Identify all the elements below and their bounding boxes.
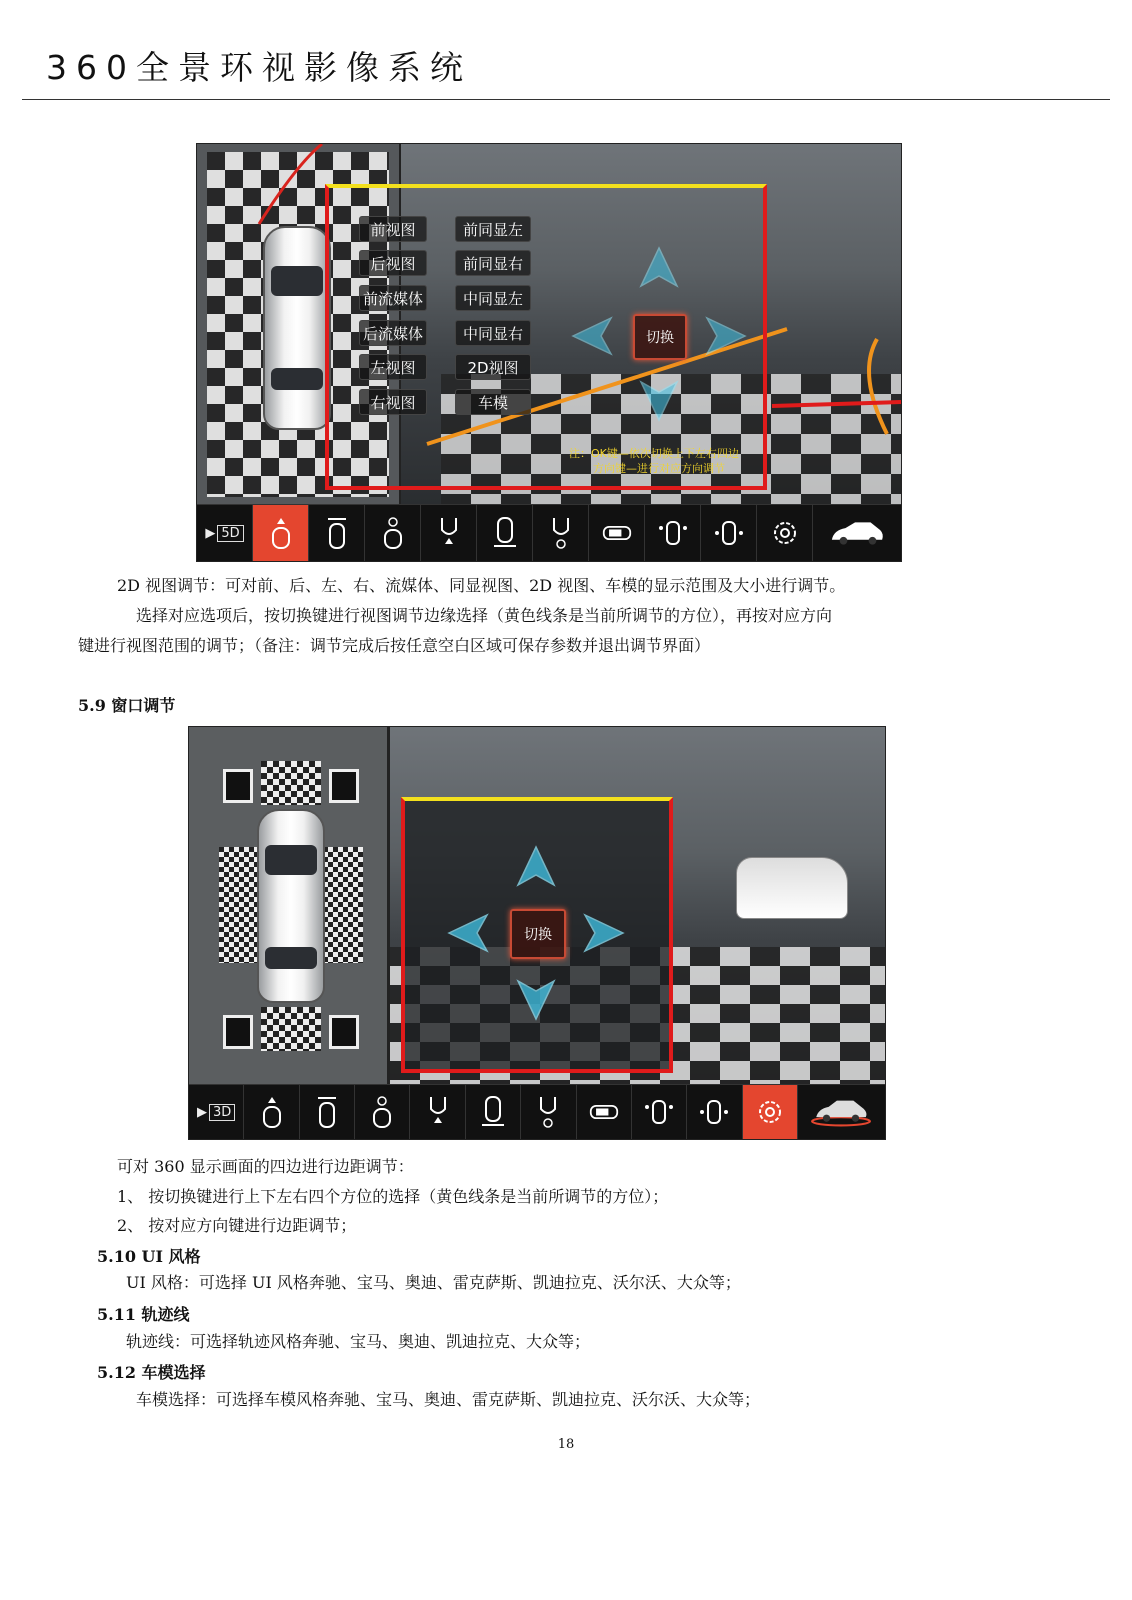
bottom-toolbar (197, 504, 901, 561)
text-5-10: UI 风格：可选择 UI 风格奔驰、宝马、奥迪、雷克萨斯、凯迪拉克、沃尔沃、大众等； (126, 1273, 741, 1292)
front-car-icon (257, 1095, 287, 1129)
lr-car-icon (658, 516, 688, 550)
tool-front-view[interactable] (244, 1085, 299, 1139)
switch-button[interactable]: 切换 (510, 909, 566, 959)
mode-3d-button[interactable] (189, 1085, 244, 1139)
front-checker (261, 761, 321, 805)
tool-left-right-view[interactable] (645, 505, 701, 561)
para2-line3: 2、 按对应方向键进行边距调节； (117, 1216, 357, 1235)
parked-car (736, 857, 848, 919)
heading-5-10: 5.10 UI 风格 (97, 1247, 201, 1266)
lr-car-icon (644, 1095, 674, 1129)
tool-front-view[interactable] (253, 505, 309, 561)
text-5-12: 车模选择：可选择车模风格奔驰、宝马、奥迪、雷克萨斯、凯迪拉克、沃尔沃、大众等； (136, 1390, 761, 1409)
zoom-car-icon (378, 516, 408, 550)
rear-checker (261, 1007, 321, 1051)
arrow-down-icon[interactable] (639, 380, 679, 422)
play-icon: ▶ (197, 1104, 208, 1120)
note-line-2: 方向键—进行对应方向调节 (593, 462, 725, 475)
right-checker (323, 847, 363, 963)
car-model-icon (828, 516, 886, 550)
menu-item-2d-view[interactable]: 2D视图 (455, 354, 531, 380)
menu-item-front-view[interactable]: 前视图 (359, 216, 427, 242)
screenshot-2d-view-adjust (196, 143, 902, 562)
screenshot-window-adjust (188, 726, 886, 1140)
title-rule (22, 99, 1110, 100)
mode-label: 5D (217, 525, 243, 542)
arrow-right-icon[interactable] (583, 913, 625, 953)
tool-side-view[interactable] (589, 505, 645, 561)
mode-5d-button[interactable] (197, 505, 253, 561)
wide-car-icon (490, 516, 520, 550)
menu-item-front-sync-left[interactable]: 前同显左 (455, 216, 531, 242)
corner-mark-tr (329, 769, 359, 803)
tool-side-view[interactable] (577, 1085, 632, 1139)
switch-button[interactable]: 切换 (633, 314, 687, 360)
lower-car-icon (546, 516, 576, 550)
menu-item-left-view[interactable]: 左视图 (359, 354, 427, 380)
arrow-up-icon[interactable] (639, 246, 679, 288)
menu-item-car-model[interactable]: 车模 (455, 389, 531, 415)
heading-5-12: 5.12 车模选择 (97, 1363, 206, 1382)
left-checker (219, 847, 259, 963)
tool-wide-view[interactable] (466, 1085, 521, 1139)
menu-item-mid-sync-left[interactable]: 中同显左 (455, 285, 531, 311)
arrow-right-icon[interactable] (705, 316, 747, 356)
menu-item-rear-stream[interactable]: 后流媒体 (359, 320, 427, 346)
tool-car-model[interactable] (798, 1085, 885, 1139)
menu-item-front-stream[interactable]: 前流媒体 (359, 285, 427, 311)
mode-label: 3D (209, 1104, 235, 1121)
para2-line1: 可对 360 显示画面的四边进行边距调节： (117, 1157, 414, 1176)
heading-5-11: 5.11 轨迹线 (97, 1305, 190, 1324)
corner-mark-bl (223, 1015, 253, 1049)
allside-car-icon (714, 516, 744, 550)
car-model (257, 809, 325, 1003)
birdseye-view (189, 727, 387, 1085)
gear-icon (770, 516, 800, 550)
down-car-icon (423, 1095, 453, 1129)
menu-item-right-view[interactable]: 右视图 (359, 389, 427, 415)
menu-item-rear-view[interactable]: 后视图 (359, 250, 427, 276)
tool-rear-view[interactable] (309, 505, 365, 561)
text-5-11: 轨迹线：可选择轨迹风格奔驰、宝马、奥迪、凯迪拉克、大众等； (126, 1332, 591, 1351)
tool-down-view[interactable] (421, 505, 477, 561)
gear-icon (755, 1095, 785, 1129)
tool-zoom-view[interactable] (355, 1085, 410, 1139)
tool-all-side-view[interactable] (687, 1085, 742, 1139)
corner-mark-tl (223, 769, 253, 803)
tool-down-view[interactable] (410, 1085, 465, 1139)
page-number: 18 (557, 1437, 575, 1452)
menu-item-mid-sync-right[interactable]: 中同显右 (455, 320, 531, 346)
allside-car-icon (699, 1095, 729, 1129)
play-icon: ▶ (205, 525, 216, 541)
front-car-icon (266, 516, 296, 550)
arrow-up-icon[interactable] (516, 845, 556, 887)
side-car-icon (602, 516, 632, 550)
tool-all-side-view[interactable] (701, 505, 757, 561)
tool-car-model[interactable] (813, 505, 901, 561)
lower-car-icon (533, 1095, 563, 1129)
para1-line3: 键进行视图范围的调节；（备注：调节完成后按任意空白区域可保存参数并退出调节界面） (78, 636, 711, 655)
heading-5-9: 5.9 窗口调节 (78, 696, 176, 715)
down-car-icon (434, 516, 464, 550)
tool-settings[interactable] (757, 505, 813, 561)
note-text (569, 446, 739, 476)
zoom-car-icon (367, 1095, 397, 1129)
tool-wide-view[interactable] (477, 505, 533, 561)
tool-lower-view[interactable] (521, 1085, 576, 1139)
document-title: 360全景环视影像系统 (46, 48, 472, 87)
side-car-icon (589, 1095, 619, 1129)
corner-mark-br (329, 1015, 359, 1049)
bottom-toolbar (189, 1084, 885, 1139)
rear-car-icon (322, 516, 352, 550)
car-model-icon (810, 1095, 872, 1129)
note-line-1: 注：OK键—依次切换上下左右四边 (569, 447, 739, 460)
arrow-left-icon[interactable] (447, 913, 489, 953)
tool-lower-view[interactable] (533, 505, 589, 561)
rear-car-icon (312, 1095, 342, 1129)
para2-line2: 1、 按切换键进行上下左右四个方位的选择（黄色线条是当前所调节的方位）； (117, 1187, 669, 1206)
arrow-left-icon[interactable] (571, 316, 613, 356)
arrow-down-icon[interactable] (516, 979, 556, 1021)
tool-left-right-view[interactable] (632, 1085, 687, 1139)
menu-item-front-sync-right[interactable]: 前同显右 (455, 250, 531, 276)
para1-line1: 2D 视图调节：可对前、后、左、右、流媒体、同显视图、2D 视图、车模的显示范围及大小进行调节。 (117, 576, 846, 595)
para1-line2: 选择对应选项后，按切换键进行视图调节边缘选择（黄色线条是当前所调节的方位），再按对应方向 (136, 606, 833, 625)
wide-car-icon (478, 1095, 508, 1129)
tool-settings[interactable] (743, 1085, 798, 1139)
tool-rear-view[interactable] (300, 1085, 355, 1139)
tool-zoom-view[interactable] (365, 505, 421, 561)
